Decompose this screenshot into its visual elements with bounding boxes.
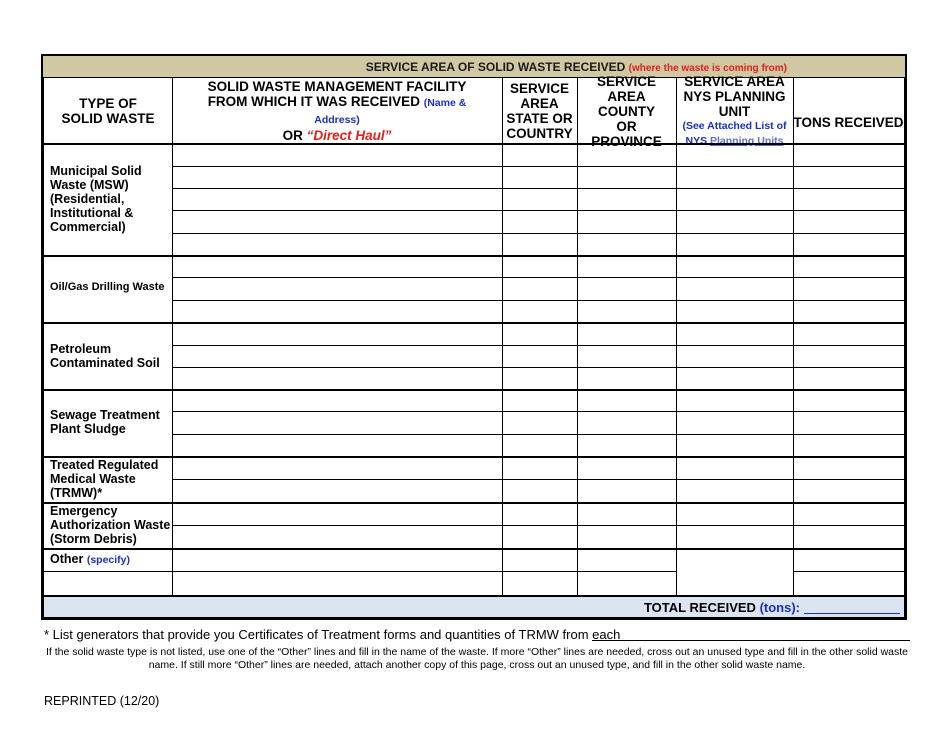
row-line <box>793 571 904 572</box>
row-line <box>172 434 904 435</box>
header-type-of-waste <box>44 78 172 144</box>
total-row <box>44 595 904 617</box>
header-facility-sub: (Name & Address) <box>314 97 467 126</box>
header-nys-link-planning-units[interactable]: Planning Units <box>710 134 784 147</box>
header-facility <box>172 78 502 144</box>
header-nys-link-nys[interactable]: NYS <box>685 134 708 147</box>
header-type-text: TYPE OF SOLID WASTE <box>61 96 155 126</box>
reprinted-date: REPRINTED (12/20) <box>44 694 160 708</box>
grid-col-line <box>676 78 677 595</box>
header-state <box>502 78 577 144</box>
grid-col-line <box>172 78 173 595</box>
grid-col-line <box>793 78 794 595</box>
row-label-sewage: Sewage Treatment Plant Sludge <box>50 408 160 436</box>
header-tons <box>793 78 904 144</box>
group-rule <box>44 255 904 257</box>
row-line <box>172 367 904 368</box>
row-label-emergency: Emergency Authorization Waste (Storm Debris) <box>50 504 171 546</box>
row-line <box>172 411 904 412</box>
row-line <box>172 479 904 480</box>
header-nys-main: SERVICE AREA NYS PLANNING UNIT <box>683 73 786 119</box>
row-line <box>172 210 904 211</box>
banner-title: SERVICE AREA OF SOLID WASTE RECEIVED <box>365 60 626 74</box>
total-label <box>644 597 800 618</box>
row-line <box>172 233 904 234</box>
group-rule <box>44 548 904 550</box>
header-nys-planning-unit <box>676 73 793 147</box>
header-tons-text: TONS RECEIVED <box>793 114 904 130</box>
header-bottom-rule <box>44 143 904 145</box>
note-generators-blank[interactable] <box>592 640 910 641</box>
header-direct-haul: “Direct Haul” <box>306 128 392 143</box>
row-line <box>44 571 676 572</box>
row-line <box>172 525 904 526</box>
group-rule <box>44 456 904 458</box>
group-rule <box>44 322 904 324</box>
row-label-msw: Municipal Solid Waste (MSW) (Residential, Institutional & Commercial) <box>50 164 142 234</box>
grid-col-line <box>502 78 503 595</box>
row-label-other <box>50 552 172 567</box>
note-other-instructions: If the solid waste type is not listed, use one of the “Other” lines and fill in the name of the waste. If more “Other” lines are needed, cross out an unused type and fill in the other solid waste name. If still more “Other” lines are needed, attach another copy of this page, cross out an unused type, and fill in the other solid waste name. <box>45 646 909 671</box>
header-county <box>577 73 676 149</box>
total-label-text: TOTAL RECEIVED <box>643 600 756 615</box>
row-label-trmw: Treated Regulated Medical Waste (TRMW)* <box>50 458 159 500</box>
header-facility-or: OR <box>282 128 303 143</box>
header-facility-text <box>192 79 482 143</box>
header-county-text: SERVICE AREA COUNTY OR PROVINCE <box>591 73 662 149</box>
header-facility-main: SOLID WASTE MANAGEMENT FACILITY FROM WHICH IT WAS RECEIVED <box>207 79 467 109</box>
row-line <box>172 277 904 278</box>
row-label-oil-gas: Oil/Gas Drilling Waste <box>50 281 165 293</box>
group-rule <box>44 502 904 504</box>
row-line <box>172 188 904 189</box>
group-rule <box>44 389 904 391</box>
row-line <box>172 166 904 167</box>
header-state-text: SERVICE AREA STATE OR COUNTRY <box>506 81 573 141</box>
row-line <box>172 300 904 301</box>
total-tons-underline <box>804 613 900 614</box>
row-label-other-text: Other <box>50 552 84 566</box>
total-unit: (tons): <box>759 600 800 615</box>
header-nys-see: (See Attached List of <box>682 119 787 132</box>
header-nys-text <box>680 74 790 149</box>
note-generators: * List generators that provide you Certificates of Treatment forms and quantities of TRMW from each <box>44 627 621 642</box>
row-label-other-specify: (specify) <box>86 554 131 566</box>
banner-note: (where the waste is coming from) <box>628 63 787 74</box>
grid-col-line <box>577 78 578 595</box>
row-label-petroleum: Petroleum Contaminated Soil <box>50 342 160 370</box>
row-line <box>172 345 904 346</box>
